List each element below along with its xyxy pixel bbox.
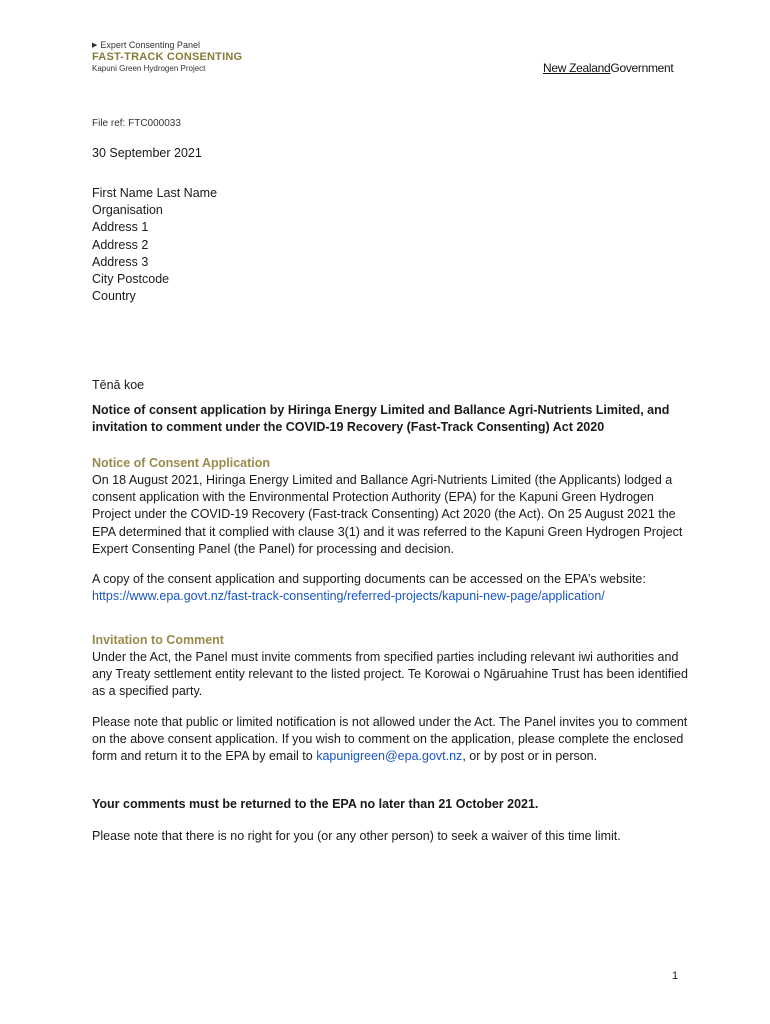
greeting: Tēnā koe [92, 378, 145, 392]
address-line: Address 1 [92, 220, 149, 235]
address-line: Country [92, 289, 136, 304]
section-heading-invitation: Invitation to Comment [92, 633, 224, 647]
file-reference: File ref: FTC000033 [92, 118, 181, 129]
email-link[interactable]: kapunigreen@epa.govt.nz [316, 749, 463, 764]
letter-date: 30 September 2021 [92, 146, 202, 160]
recipient-address [92, 185, 217, 305]
address-line: Address 2 [92, 237, 149, 252]
address-line: Address 3 [92, 254, 149, 269]
documents-paragraph: A copy of the consent application and supporting documents can be accessed on the EPA’s website: https://www.epa.govt.nz/fast-track-consenting/referred-projects/kapuni-new-page/application/ [92, 572, 646, 604]
address-line: First Name Last Name [92, 186, 218, 200]
page-number: 1 [672, 970, 679, 982]
nz-government-logo: New ZealandGovernment [543, 61, 674, 75]
fast-track-logo [92, 40, 242, 74]
comment-instructions-paragraph: Please note that public or limited notification is not allowed under the Act. The Panel invites you to comment on the above consent application. If you wish to comment on the application, please complete the enclosed form and return it to the EPA by email to kapunigreen@epa.govt.nz, or by post or in person. [92, 715, 688, 764]
play-arrow-icon: ▶ [92, 42, 98, 49]
invitation-paragraph: Under the Act, the Panel must invite comments from specified parties including relevant iwi authorities and any Treaty settlement entity relevant to the listed project. Te Korowai o Ngāruahine Trust has been identified as a specified party. [92, 650, 688, 699]
address-line: City Postcode [92, 272, 170, 287]
logo-title: FAST-TRACK CONSENTING [92, 51, 243, 63]
waiver-note: Please note that there is no right for you (or any other person) to seek a waiver of this time limit. [92, 829, 621, 843]
application-link[interactable]: https://www.epa.govt.nz/fast-track-consenting/referred-projects/kapuni-new-page/application/ [92, 589, 605, 604]
address-line: Organisation [92, 203, 163, 218]
subject-line: Notice of consent application by Hiringa Energy Limited and Ballance Agri-Nutrients Limited, and invitation to comment under the COVID-19 Recovery (Fast-Track Consenting) Act 2020 [92, 403, 670, 435]
panel-label: Expert Consenting Panel [100, 40, 200, 50]
logo-project: Kapuni Green Hydrogen Project [92, 64, 206, 73]
section-heading-notice: Notice of Consent Application [92, 456, 271, 470]
deadline-notice: Your comments must be returned to the EPA no later than 21 October 2021. [92, 797, 539, 811]
notice-paragraph: On 18 August 2021, Hiringa Energy Limited and Ballance Agri-Nutrients Limited (the Applicants) lodged a consent application with the Environmental Protection Authority (EPA) for the Kapuni Green Hydrogen Project under the COVID-19 Recovery (Fast-track Consenting) Act 2020 (the Act). On 25 August 2021 the EPA determined that it complied with clause 3(1) and it was referred to the Kapuni Green Hydrogen Project Expert Consenting Panel (the Panel) for processing and decision. [92, 473, 683, 556]
